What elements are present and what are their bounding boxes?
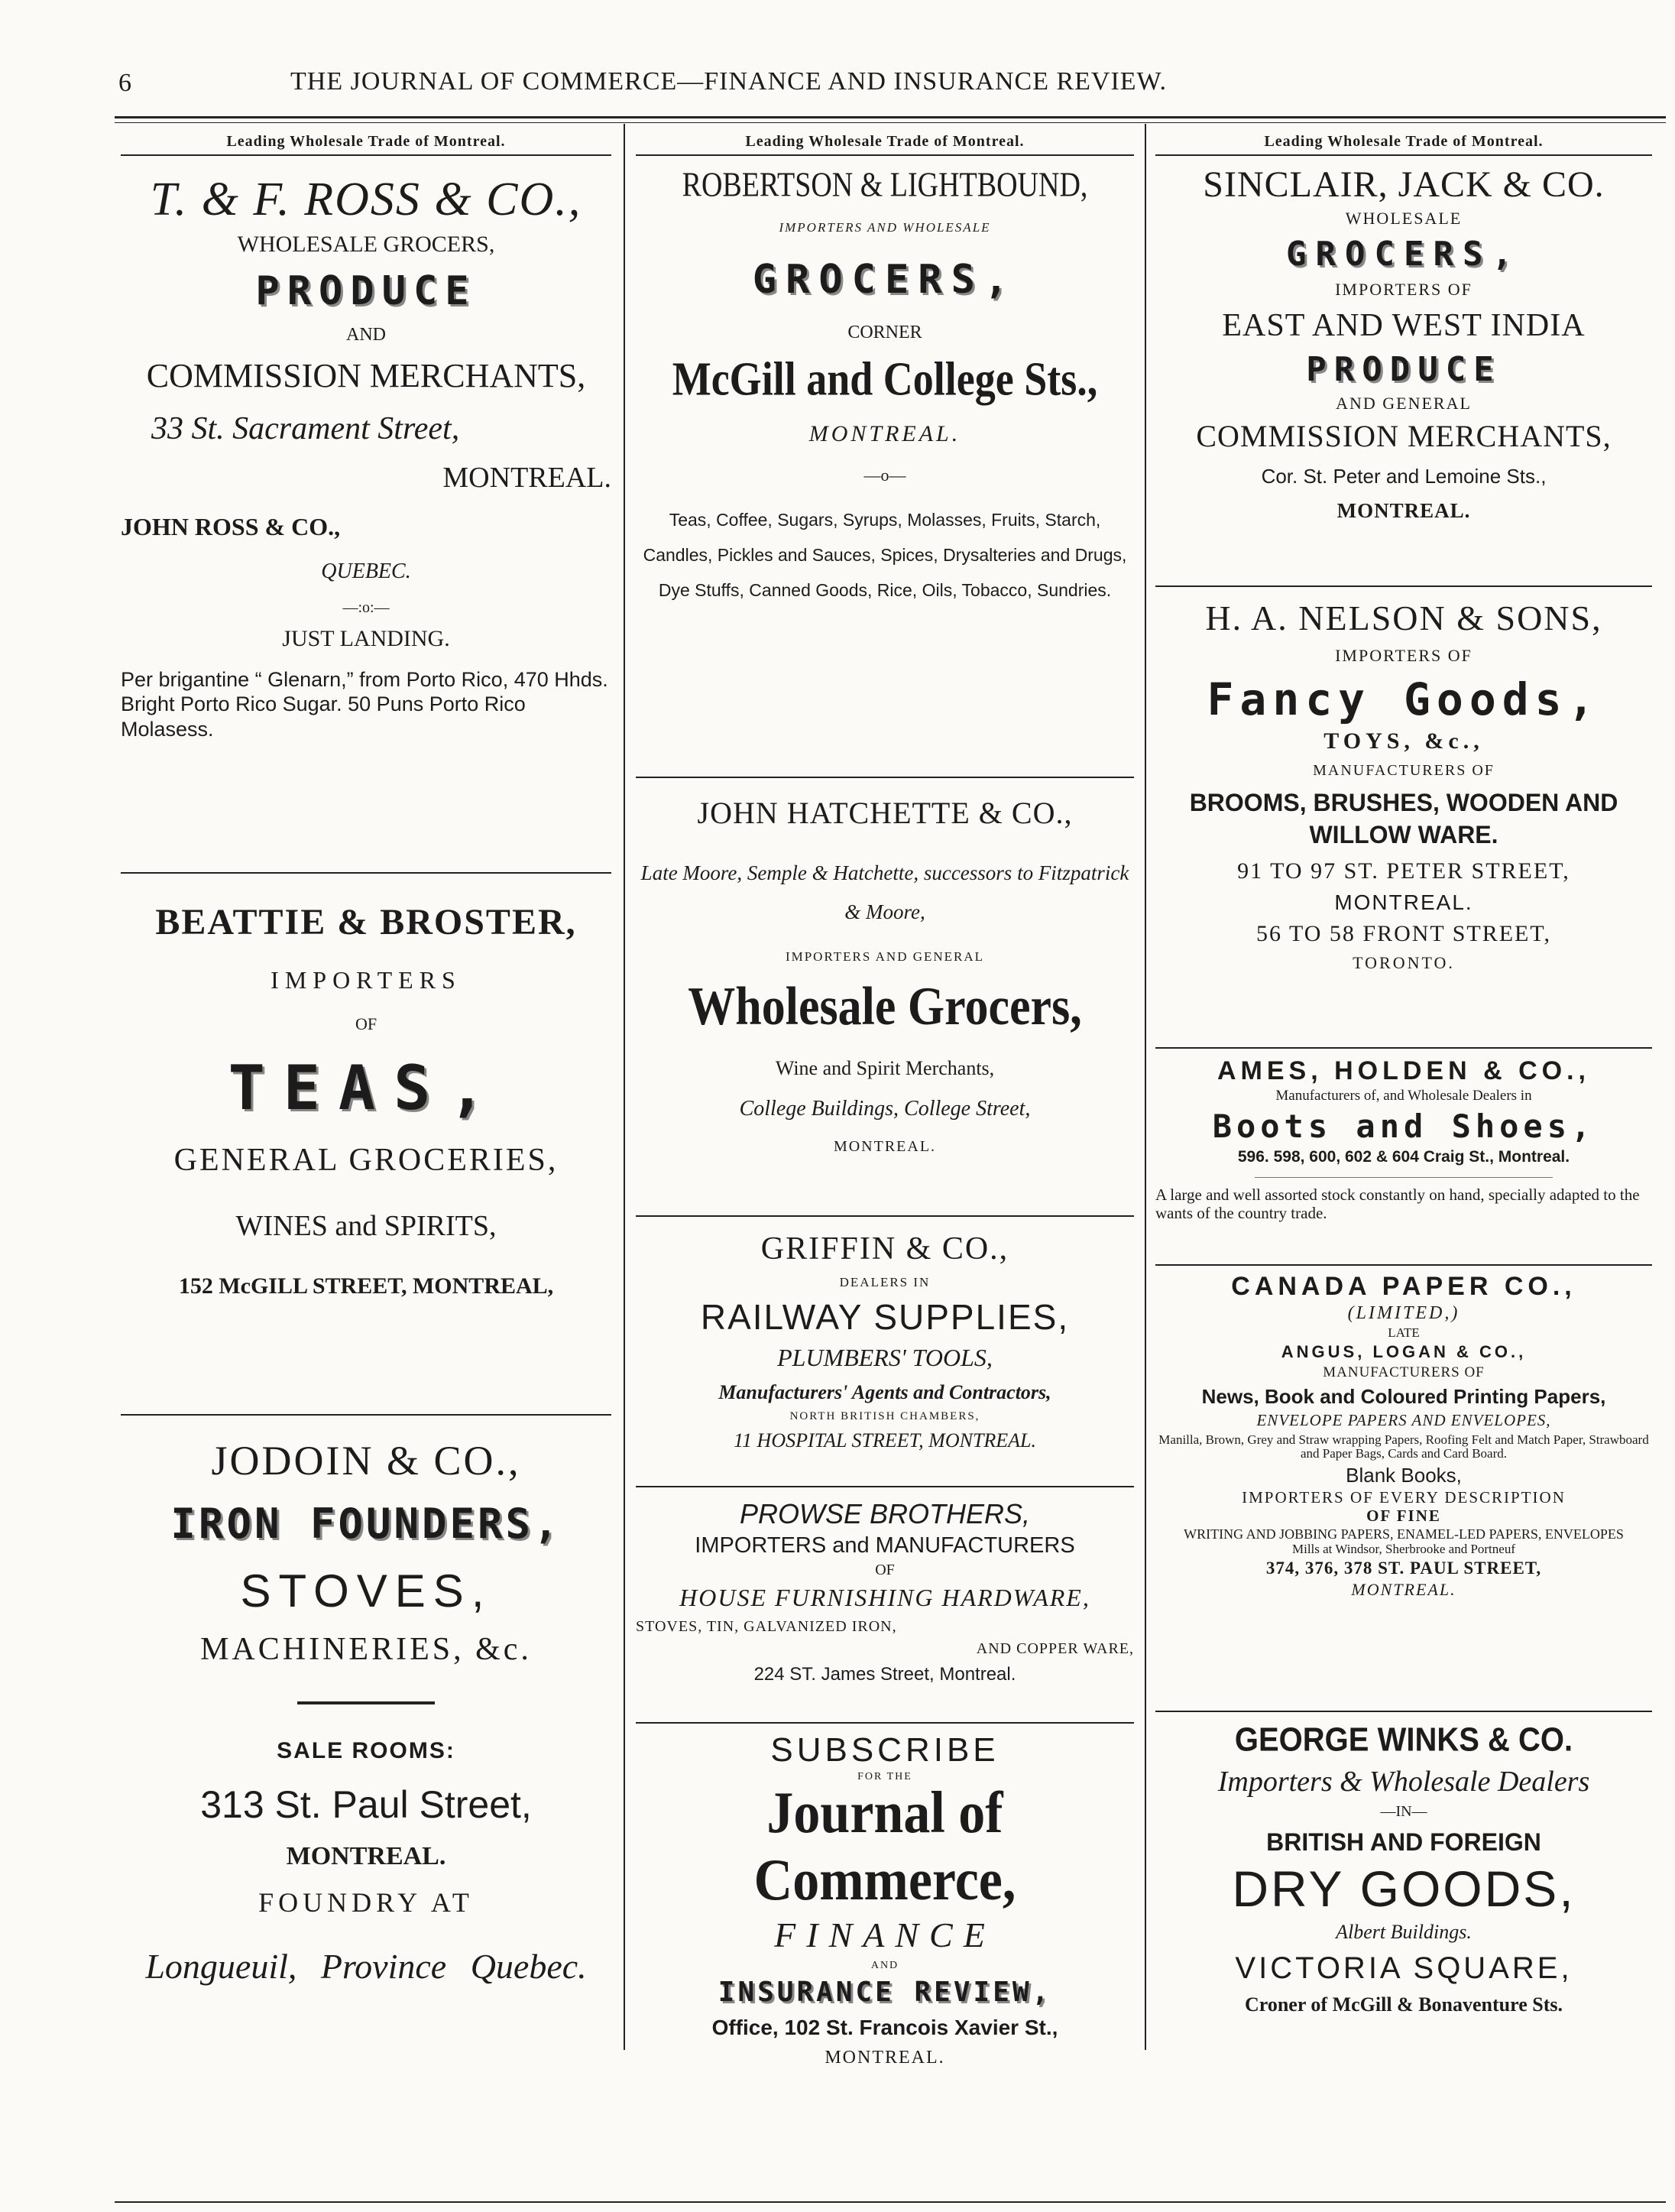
ad-title: SUBSCRIBE [770,1731,999,1769]
ad-text: PLUMBERS' TOOLS, [777,1344,993,1371]
ad-text: JUST LANDING. [282,626,450,651]
ad-text: IMPORTERS and MANUFACTURERS [695,1533,1075,1558]
ad-text: FOUNDRY AT [258,1887,474,1918]
ad-title: PROWSE BROTHERS, [739,1498,1031,1529]
ad-text: IMPORTERS [271,966,462,994]
ad-text: Blank Books, [1346,1463,1462,1487]
ad-griffin [636,1217,1134,1487]
ad-display: DRY GOODS, [1232,1860,1576,1917]
ad-city: MONTREAL. [1336,499,1471,522]
ad-winks [1155,1712,1652,2058]
ad-text: IMPORTERS AND GENERAL [785,949,985,964]
ad-text: Wine and Spirit Merchants, [775,1056,995,1079]
ad-ornament: —:o:— [342,599,390,616]
ad-title: BEATTIE & BROSTER, [155,902,577,942]
ad-divider [297,1701,435,1704]
ad-display: HOUSE FURNISHING HARDWARE, [679,1584,1090,1611]
column-1 [121,128,611,2029]
ad-address: VICTORIA SQUARE, [1235,1951,1573,1985]
ad-city: MONTREAL. [808,421,961,446]
ad-display: PRODUCE [255,268,477,314]
ad-text: Manufacturers' Agents and Contractors, [718,1381,1051,1403]
ad-body: Manilla, Brown, Grey and Straw wrapping Papers, Roofing Felt and Match Paper, Strawboard and Paper Bags, Cards and Card Board. [1158,1432,1649,1461]
ad-title: H. A. NELSON & SONS, [1205,598,1602,637]
column-heading: Leading Wholesale Trade of Montreal. [121,128,611,156]
ad-display: PRODUCE [1306,350,1502,389]
ad-text: Importers & Wholesale Dealers [1217,1766,1590,1798]
ad-text: BROOMS, BRUSHES, WOODEN AND WILLOW WARE. [1189,789,1618,848]
ad-address: Cor. St. Peter and Lemoine Sts., [1261,465,1547,488]
ad-text: STOVES, [240,1565,492,1617]
ad-text: IMPORTERS OF EVERY DESCRIPTION [1242,1488,1566,1507]
ad-ornament: —IN— [1380,1803,1427,1820]
ad-text: STOVES, TIN, GALVANIZED IRON, [636,1618,897,1635]
ad-text: OF [355,1014,377,1033]
ad-text: OF [875,1562,895,1578]
ad-title: CANADA PAPER CO., [1231,1272,1576,1301]
ad-address: College Buildings, College Street, [739,1096,1031,1121]
ad-ornament: —o— [863,465,906,485]
ad-address: 56 TO 58 FRONT STREET, [1256,921,1551,947]
ad-address: 374, 376, 378 ST. PAUL STREET, [1265,1558,1542,1578]
ad-text: AND GENERAL [1336,394,1472,413]
ad-address: McGill and College Sts., [672,352,1098,406]
ad-address: 152 McGILL STREET, MONTREAL, [178,1273,554,1299]
ad-body: Per brigantine “ Glenarn,” from Porto Rico, 470 Hhds. Bright Porto Rico Sugar. 50 Puns Porto Rico Molasess. [121,668,608,741]
column-heading: Leading Wholesale Trade of Montreal. [636,128,1134,156]
ad-address: Office, 102 St. Francois Xavier St., [711,2016,1058,2039]
ad-text: BRITISH AND FOREIGN [1266,1828,1541,1856]
ad-city: TORONTO. [1353,953,1455,973]
bottom-rule [115,2201,1666,2203]
ad-display: INSURANCE REVIEW, [718,1977,1052,2008]
ad-city: MONTREAL. [442,462,611,494]
ad-display: Wholesale Grocers, [688,976,1082,1036]
ad-display: Fancy Goods, [1207,673,1601,725]
running-head: THE JOURNAL OF COMMERCE—FINANCE AND INSURANCE REVIEW. [290,67,1168,96]
ad-canada-paper [1155,1266,1652,1712]
column-2 [636,128,1134,2077]
ad-text: JOHN ROSS & CO., [121,513,341,540]
column-rule-1 [624,124,625,2050]
ad-city: QUEBEC. [321,559,411,583]
ad-body: A large and well assorted stock constantly on hand, specially adapted to the wants of the country trade. [1155,1185,1640,1223]
ad-text: NORTH BRITISH CHAMBERS, [789,1410,980,1422]
ad-text: MANUFACTURERS OF [1313,762,1495,779]
ad-title: AMES, HOLDEN & CO., [1217,1056,1591,1085]
ad-text: LATE [1388,1325,1420,1340]
ad-text: CORNER [847,323,922,342]
ad-divider [1255,1177,1553,1178]
ad-text: COMMISSION MERCHANTS, [146,357,586,394]
ad-text: IMPORTERS AND WHOLESALE [779,220,991,235]
column-rule-2 [1145,124,1146,2050]
ad-text: MANUFACTURERS OF [1323,1364,1485,1380]
ad-display: Boots and Shoes, [1212,1108,1596,1145]
column-3 [1155,128,1652,2058]
ad-text: News, Book and Coloured Printing Papers, [1201,1384,1606,1408]
ad-address: Croner of McGill & Bonaventure Sts. [1245,1993,1563,2016]
ad-beattie [121,874,611,1416]
header-rule [115,116,1666,118]
ad-display: TEAS, [228,1052,504,1124]
ad-text: AND [870,1960,899,1971]
ad-nelson [1155,587,1652,1049]
ad-title: JODOIN & CO., [211,1438,521,1484]
ad-text: GENERAL GROCERIES, [173,1143,559,1178]
ad-address: Longueuil, Province Quebec. [145,1947,587,1986]
ad-city: MONTREAL. [825,2048,945,2068]
ad-prowse [636,1487,1134,1724]
ad-text: ENVELOPE PAPERS AND ENVELOPES, [1256,1411,1551,1430]
ad-body: Teas, Coffee, Sugars, Syrups, Molasses, Fruits, Starch, Candles, Pickles and Sauces, Spices, Drysalteries and Drugs, Dye Stuffs, Canned Goods, Rice, Oils, Tobacco, Sundries. [643,510,1127,600]
ad-display: FINANCE [774,1915,996,1954]
ad-title: GRIFFIN & CO., [760,1231,1009,1267]
ad-city: MONTREAL. [286,1842,446,1870]
ad-city: MONTREAL. [1351,1580,1456,1600]
ad-title: T. & F. ROSS & CO., [150,174,582,225]
ad-ames [1155,1049,1652,1266]
ad-title: JOHN HATCHETTE & CO., [697,796,1073,830]
ad-city: MONTREAL. [1334,890,1473,915]
ad-text: AND COPPER WARE, [976,1640,1134,1657]
ad-text: FOR THE [857,1771,912,1782]
ad-display: IRON FOUNDERS, [170,1500,562,1548]
ad-text: Mills at Windsor, Sherbrooke and Portneuf [1291,1542,1515,1557]
ad-text: IMPORTERS OF [1335,646,1473,665]
ad-text: EAST AND WEST INDIA [1222,308,1586,343]
ad-text: OF FINE [1366,1507,1441,1526]
ad-text: WHOLESALE GROCERS, [237,232,495,257]
ad-text: (LIMITED,) [1347,1302,1460,1323]
ad-text: Manufacturers of, and Wholesale Dealers in [1275,1088,1532,1104]
ad-text: ANGUS, LOGAN & CO., [1281,1341,1527,1361]
ad-sinclair [1155,156,1652,587]
ad-address: 596. 598, 600, 602 & 604 Craig St., Montreal. [1237,1148,1570,1166]
ad-address: 11 HOSPITAL STREET, MONTREAL. [733,1429,1037,1451]
ad-text: RAILWAY SUPPLIES, [700,1297,1070,1337]
ad-address: 224 ST. James Street, Montreal. [753,1664,1016,1685]
ad-address: 313 St. Paul Street, [200,1783,532,1826]
ad-robertson [636,156,1134,778]
header-rule-thin [115,122,1666,123]
ad-display: Journal of Commerce, [753,1781,1016,1913]
ad-display: GROCERS, [752,257,1018,303]
column-heading: Leading Wholesale Trade of Montreal. [1155,128,1652,156]
ad-title: ROBERTSON & LIGHTBOUND, [682,165,1088,205]
ad-title: GEORGE WINKS & CO. [1234,1721,1573,1759]
ad-city: MONTREAL. [833,1137,937,1155]
page-number: 6 [118,69,131,97]
ad-display: TOYS, &c., [1323,728,1484,754]
ad-text: DEALERS IN [839,1275,931,1289]
ad-text: WINES and SPIRITS, [235,1210,497,1242]
ad-text: Late Moore, Semple & Hatchette, successors to Fitzpatrick & Moore, [640,861,1129,924]
ad-ross [121,156,611,874]
ad-text: Albert Buildings. [1336,1921,1472,1943]
ad-address: 91 TO 97 ST. PETER STREET, [1237,858,1570,884]
ad-text: WHOLESALE [1345,209,1463,228]
ad-text: WRITING AND JOBBING PAPERS, ENAMEL-LED PAPERS, ENVELOPES [1184,1526,1624,1542]
ad-display: GROCERS, [1286,235,1521,274]
ad-title: SINCLAIR, JACK & CO. [1203,164,1605,205]
ad-subscribe [636,1724,1134,2077]
ad-text: AND [346,325,386,345]
ad-text: MACHINERIES, &c. [200,1632,532,1667]
ad-hatchette [636,778,1134,1217]
ad-text: SALE ROOMS: [277,1738,455,1763]
ad-text: COMMISSION MERCHANTS, [1196,419,1612,453]
ad-address: 33 St. Sacrament Street, [151,411,460,446]
ad-text: IMPORTERS OF [1335,280,1473,299]
ad-jodoin [121,1416,611,2029]
